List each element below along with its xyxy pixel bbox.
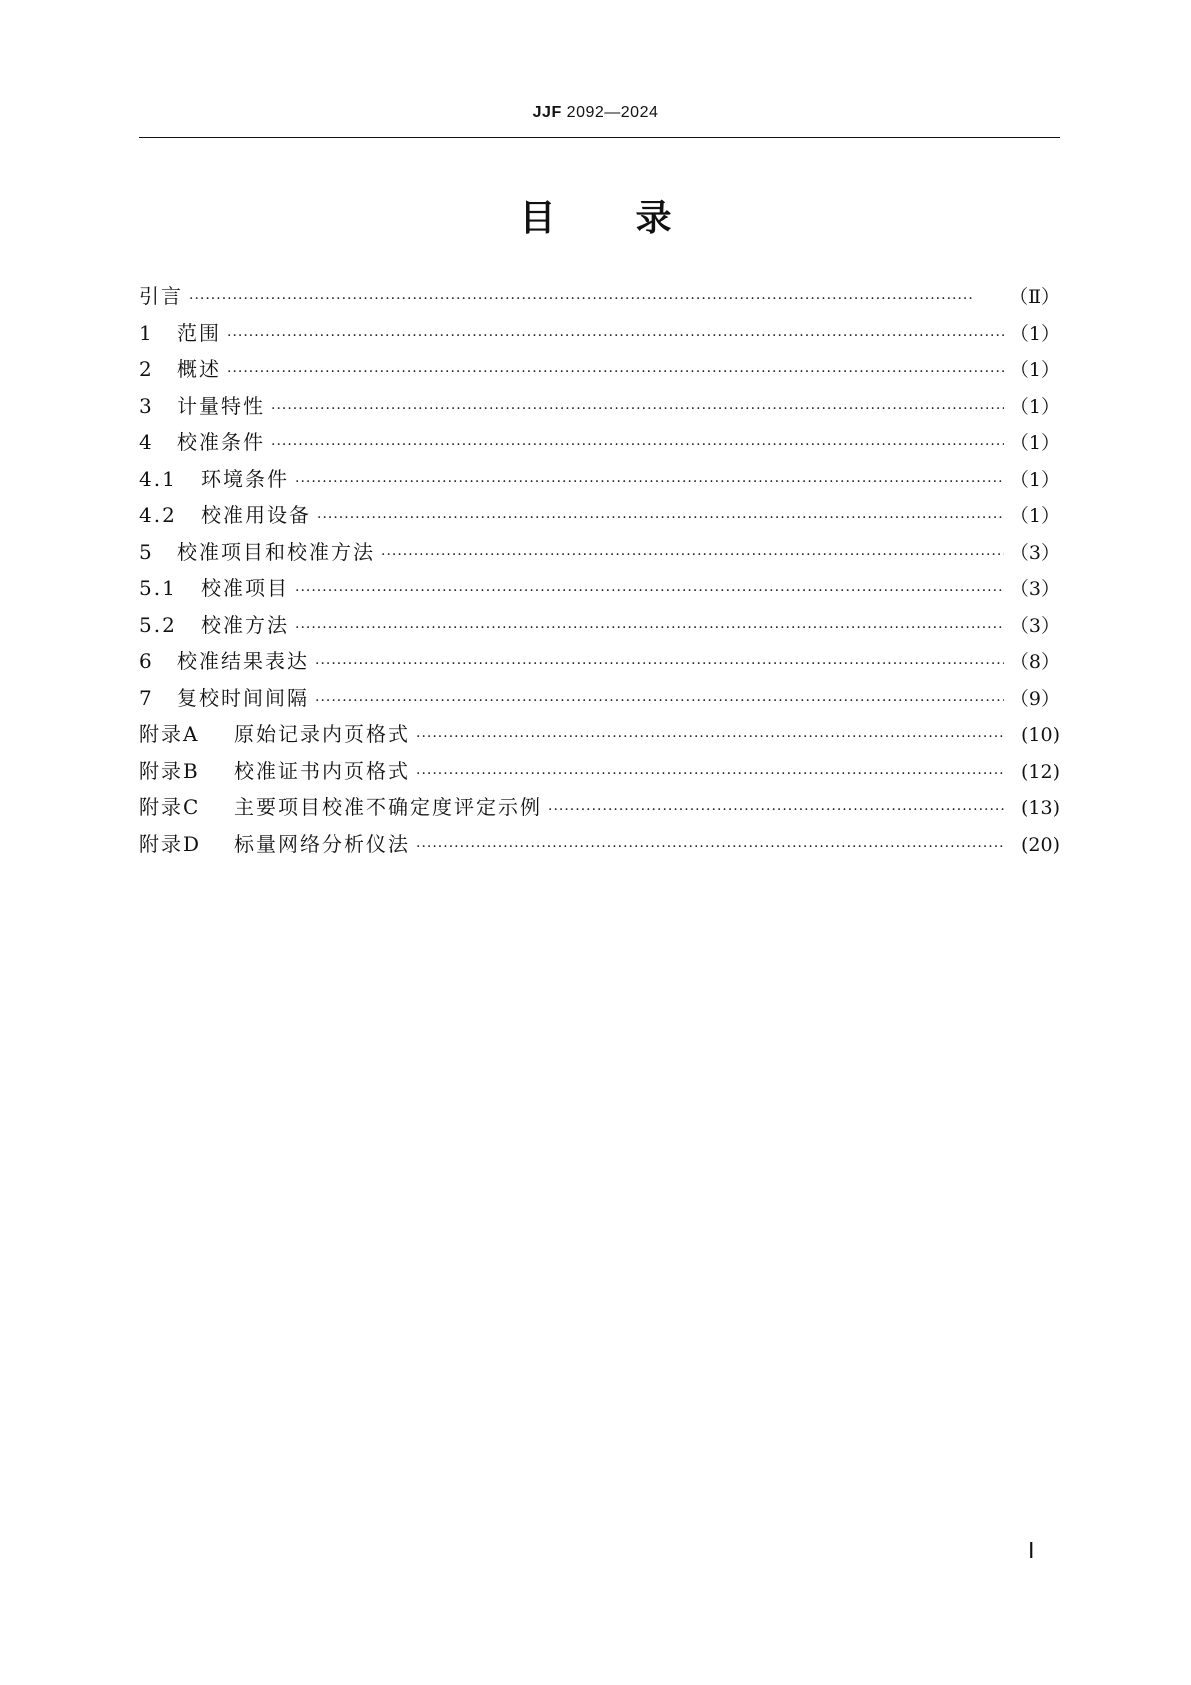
page-title: 目录 (519, 198, 752, 239)
toc-leader-dots (227, 354, 1004, 391)
toc-entry[interactable] (139, 424, 1060, 461)
toc-leader-dots (295, 610, 1004, 647)
toc-leader-dots (271, 391, 1004, 428)
toc-entry-title: 校准方法 (201, 612, 289, 637)
toc-entry[interactable] (139, 388, 1060, 425)
toc-leader-dots (416, 719, 1006, 756)
toc-entry-title: 计量特性 (177, 393, 265, 418)
toc-entry[interactable] (139, 789, 1060, 826)
toc-entry-number: 1 (139, 320, 154, 345)
document-code-number: 2092—2024 (566, 104, 659, 121)
toc-entry-number: 5.1 (139, 576, 177, 600)
toc-entry-title: 引言 (139, 284, 183, 308)
toc-entry-title: 校准用设备 (201, 503, 311, 527)
toc-entry-title: 校准结果表达 (177, 649, 309, 673)
toc-entry-title: 主要项目校准不确定度评定示例 (234, 795, 542, 819)
toc-leader-dots (416, 756, 1006, 793)
toc-entry-page: （8） (1009, 651, 1060, 673)
toc-entry[interactable] (139, 643, 1060, 680)
toc-entry-number: 4 (139, 430, 154, 454)
toc-entry-title: 原始记录内页格式 (234, 722, 410, 746)
toc-leader-dots (227, 318, 1004, 355)
toc-entry[interactable] (139, 278, 1060, 315)
toc-entry-page: （3） (1009, 541, 1060, 564)
toc-entry-page: (10) (1020, 724, 1060, 746)
toc-leader-dots (315, 683, 1004, 720)
toc-entry-number: 附录C (139, 795, 201, 819)
toc-entry-number: 4.2 (139, 503, 177, 527)
toc-entry-title: 范围 (177, 320, 221, 345)
toc-entry-page: （1） (1009, 432, 1060, 454)
toc-entry-number: 5.2 (139, 612, 177, 637)
toc-entry-page: (13) (1020, 797, 1060, 819)
toc-entry[interactable] (139, 826, 1060, 863)
toc-entry[interactable] (139, 716, 1060, 753)
toc-entry[interactable] (139, 534, 1060, 571)
toc-entry-title: 校准项目和校准方法 (177, 539, 375, 564)
toc-entry-number: 7 (139, 685, 154, 710)
toc-leader-dots (295, 573, 1004, 610)
toc-entry[interactable] (139, 315, 1060, 352)
toc-entry-page: （3） (1009, 578, 1060, 600)
toc-entry-number: 5 (139, 539, 154, 564)
toc-entry-page: （1） (1009, 468, 1060, 491)
toc-entry-page: （1） (1009, 359, 1060, 381)
toc-entry[interactable] (139, 570, 1060, 607)
toc-entry-title: 校准证书内页格式 (234, 758, 410, 783)
toc-entry-title: 校准条件 (177, 430, 265, 454)
toc-entry-title: 环境条件 (201, 466, 289, 491)
toc-entry-number: 3 (139, 393, 154, 418)
toc-entry[interactable] (139, 351, 1060, 388)
toc-leader-dots (317, 500, 1004, 537)
toc-entry-number: 2 (139, 357, 154, 381)
toc-entry-number: 附录D (139, 831, 202, 856)
toc-entry-number: 6 (139, 649, 154, 673)
document-code (0, 104, 1191, 122)
toc-entry[interactable] (139, 461, 1060, 498)
toc-leader-dots (548, 792, 1006, 829)
toc-leader-dots (416, 829, 1006, 866)
toc-entry-page: （3） (1009, 614, 1060, 637)
header-divider (139, 137, 1060, 138)
toc-leader-dots (189, 281, 1003, 318)
toc-entry-page: （9） (1009, 687, 1060, 710)
toc-entry-title: 校准项目 (201, 576, 289, 600)
toc-entry-number: 附录A (139, 722, 200, 746)
toc-entry[interactable] (139, 680, 1060, 717)
toc-leader-dots (295, 464, 1004, 501)
toc-entry-number: 4.1 (139, 466, 177, 491)
toc-entry-page: （1） (1009, 395, 1060, 418)
toc-leader-dots (271, 427, 1004, 464)
toc-entry-title: 标量网络分析仪法 (234, 831, 410, 856)
toc-entry[interactable] (139, 497, 1060, 534)
toc-entry-page: （Ⅱ） (1009, 286, 1060, 308)
toc-entry-title: 概述 (177, 357, 221, 381)
toc-entry[interactable] (139, 607, 1060, 644)
toc-leader-dots (381, 537, 1004, 574)
toc-entry-number: 附录B (139, 758, 200, 783)
toc-entry-page: （1） (1009, 322, 1060, 345)
page-number: Ⅰ (1028, 1538, 1035, 1563)
toc-entry-title: 复校时间间隔 (177, 685, 309, 710)
toc-entry-page: (12) (1020, 760, 1060, 783)
toc-leader-dots (315, 646, 1004, 683)
toc-entry-page: （1） (1009, 505, 1060, 527)
toc-entry-page: (20) (1020, 833, 1060, 856)
toc-entry[interactable] (139, 753, 1060, 790)
document-code-prefix: JJF (532, 104, 562, 121)
table-of-contents (139, 278, 1060, 862)
